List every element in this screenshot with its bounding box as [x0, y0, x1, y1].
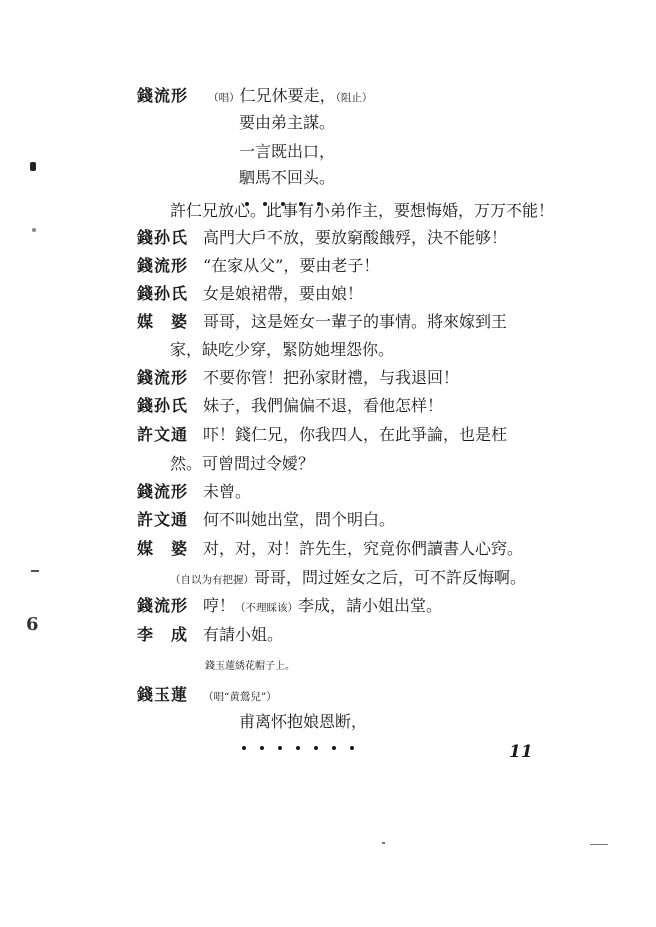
- dialogue: 李成，請小姐出堂。: [298, 596, 443, 615]
- margin-mark: 6: [26, 614, 39, 635]
- stage-cue: （唱）: [208, 92, 240, 104]
- speaker: 錢孙氏: [137, 228, 189, 247]
- line-3: 一言既出口，: [239, 142, 336, 161]
- speaker: 錢流形: [137, 596, 189, 615]
- speaker: 錢孙氏: [137, 284, 189, 303]
- line-17: [137, 539, 523, 559]
- dialogue: 有請小姐。: [203, 625, 284, 644]
- line-7: [137, 256, 379, 276]
- margin-speck: [31, 570, 39, 572]
- line-14: 然。可曾問过令嬡？: [170, 454, 315, 473]
- dialogue: 妹子，我們偏偏不退，看他怎样！: [203, 396, 444, 415]
- margin-speck: [590, 844, 608, 845]
- speaker: 錢流形: [137, 482, 189, 501]
- line-12: [137, 396, 443, 416]
- speaker: 媒 婆: [137, 312, 189, 331]
- line-11: [137, 368, 459, 388]
- line-4: 駟馬不回头。: [239, 168, 336, 187]
- stage-direction: 錢玉蓮綉花帽子上。: [205, 661, 295, 672]
- dialogue: 何不叫她出堂，問个明白。: [203, 510, 396, 529]
- speaker: 錢孙氏: [137, 396, 189, 415]
- dialogue: 对，对，对！許先生，究竟你們讀書人心窍。: [203, 539, 524, 558]
- stage-cue: （唱“黄鶯兒”）: [203, 691, 277, 703]
- margin-smudge: [30, 162, 36, 171]
- line-10: 家，缺吃少穿，緊防她埋怨你。: [170, 340, 395, 359]
- speaker: 李 成: [137, 625, 189, 644]
- dialogue: 哼！: [203, 596, 236, 615]
- dialogue: 女是娘裙帶，要由娘！: [203, 284, 364, 303]
- line-6: [137, 228, 507, 248]
- speaker: 錢流形: [137, 86, 189, 105]
- dialogue: 不要你管！把孙家財禮，与我退回！: [203, 368, 460, 387]
- line-15: [137, 482, 251, 502]
- line-13: [137, 425, 507, 445]
- stage-cue: （自以为有把握）: [170, 574, 254, 586]
- stage-cue: （阻止）: [335, 92, 373, 104]
- dialogue: 未曾。: [203, 482, 252, 501]
- dialogue: 哥哥，这是姪女一輩子的事情。將來嫁到王: [203, 312, 508, 331]
- line-23: 甫离怀抱娘恩断，: [239, 712, 368, 731]
- line-2: 要由弟主謀。: [239, 113, 336, 132]
- speaker: 媒 婆: [137, 539, 189, 558]
- line-16: [137, 510, 395, 530]
- dialogue: 吓！錢仁兄，你我四人，在此爭論，也是枉: [203, 425, 508, 444]
- stage-cue: （不理睬该）: [235, 602, 299, 614]
- speaker: 錢流形: [137, 256, 189, 275]
- line-1: [137, 86, 372, 108]
- dialogue: 哥哥，問过姪女之后，可不許反悔啊。: [254, 568, 527, 587]
- line-9: [137, 312, 507, 332]
- line-22: [137, 685, 277, 707]
- speaker: 許文通: [137, 425, 189, 444]
- dialogue: 仁兄休要走，: [239, 86, 336, 105]
- line-5: 許仁兄放心。此事有小弟作主，要想悔婚，万万不能！: [170, 201, 555, 220]
- margin-speck: [32, 228, 36, 232]
- line-19: [137, 596, 442, 618]
- emphasis-dots: [245, 191, 335, 197]
- line-18: [170, 568, 526, 590]
- line-20: [137, 625, 283, 645]
- margin-speck: [382, 842, 385, 844]
- emphasis-dots: [242, 735, 368, 741]
- line-8: [137, 284, 363, 304]
- speaker: 錢玉蓮: [137, 685, 189, 704]
- dialogue: 高門大戶不放，要放窮酸餓殍，決不能够！: [203, 228, 508, 247]
- dialogue: “在家从父”，要由老子！: [203, 256, 380, 275]
- page-number: 11: [509, 742, 533, 762]
- speaker: 錢流形: [137, 368, 189, 387]
- speaker: 許文通: [137, 510, 189, 529]
